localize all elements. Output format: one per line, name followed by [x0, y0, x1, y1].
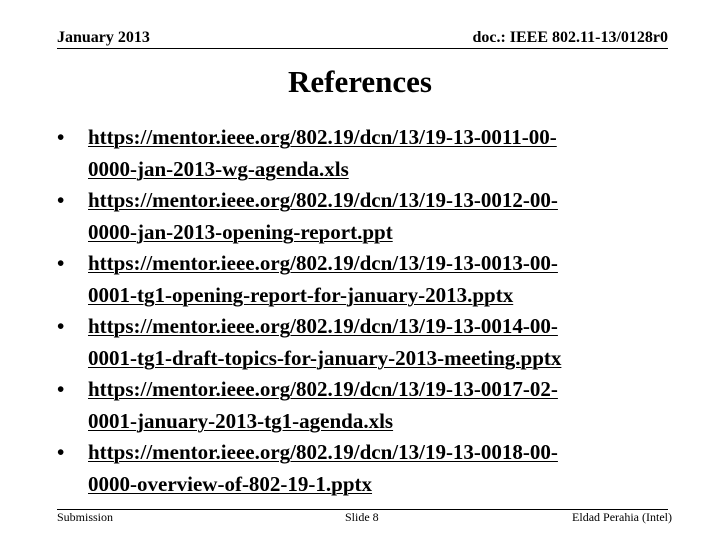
reference-link-text: 0001-tg1-opening-report-for-january-2013.pptx — [88, 282, 514, 307]
footer-author: Eldad Perahia (Intel) — [572, 510, 672, 524]
reference-link-text: https://mentor.ieee.org/802.19/dcn/13/19-13-0011-00- — [88, 125, 557, 149]
header-doc-id: doc.: IEEE 802.11-13/0128r0 — [472, 29, 668, 46]
bullet-icon: • — [57, 314, 65, 338]
reference-link-text: 0000-jan-2013-wg-agenda.xls — [88, 156, 349, 181]
reference-list — [57, 122, 697, 500]
reference-link-text: 0001-january-2013-tg1-agenda.xls — [88, 408, 394, 433]
bullet-icon: • — [57, 251, 65, 275]
reference-link-2[interactable] — [88, 185, 697, 248]
reference-link-text: https://mentor.ieee.org/802.19/dcn/13/19-13-0018-00- — [88, 440, 558, 464]
bullet-icon: • — [57, 440, 65, 464]
reference-link-5[interactable] — [88, 374, 697, 437]
reference-link-text: 0001-tg1-draft-topics-for-january-2013-meeting.pptx — [88, 345, 562, 370]
bullet-icon: • — [57, 188, 65, 212]
reference-link-6[interactable] — [88, 437, 697, 500]
reference-link-4[interactable] — [88, 311, 697, 374]
reference-link-text: https://mentor.ieee.org/802.19/dcn/13/19-13-0017-02- — [88, 377, 558, 401]
reference-link-text: https://mentor.ieee.org/802.19/dcn/13/19-13-0014-00- — [88, 314, 558, 338]
reference-item — [57, 185, 697, 248]
reference-item — [57, 122, 697, 185]
reference-link-text: 0000-jan-2013-opening-report.ppt — [88, 219, 393, 244]
header-divider — [57, 48, 668, 49]
header-date: January 2013 — [57, 29, 150, 46]
slide-title: References — [287, 64, 432, 99]
reference-item — [57, 311, 697, 374]
footer-submission: Submission — [57, 510, 114, 524]
reference-link-3[interactable] — [88, 248, 697, 311]
reference-link-text: 0000-overview-of-802-19-1.pptx — [88, 471, 373, 496]
reference-link-text: https://mentor.ieee.org/802.19/dcn/13/19-13-0013-00- — [88, 251, 558, 275]
footer-slide-number: Slide 8 — [345, 510, 379, 524]
reference-item — [57, 248, 697, 311]
reference-link-1[interactable] — [88, 122, 697, 185]
reference-link-text: https://mentor.ieee.org/802.19/dcn/13/19-13-0012-00- — [88, 188, 558, 212]
bullet-icon: • — [57, 125, 65, 149]
reference-item — [57, 437, 697, 500]
reference-item — [57, 374, 697, 437]
bullet-icon: • — [57, 377, 65, 401]
